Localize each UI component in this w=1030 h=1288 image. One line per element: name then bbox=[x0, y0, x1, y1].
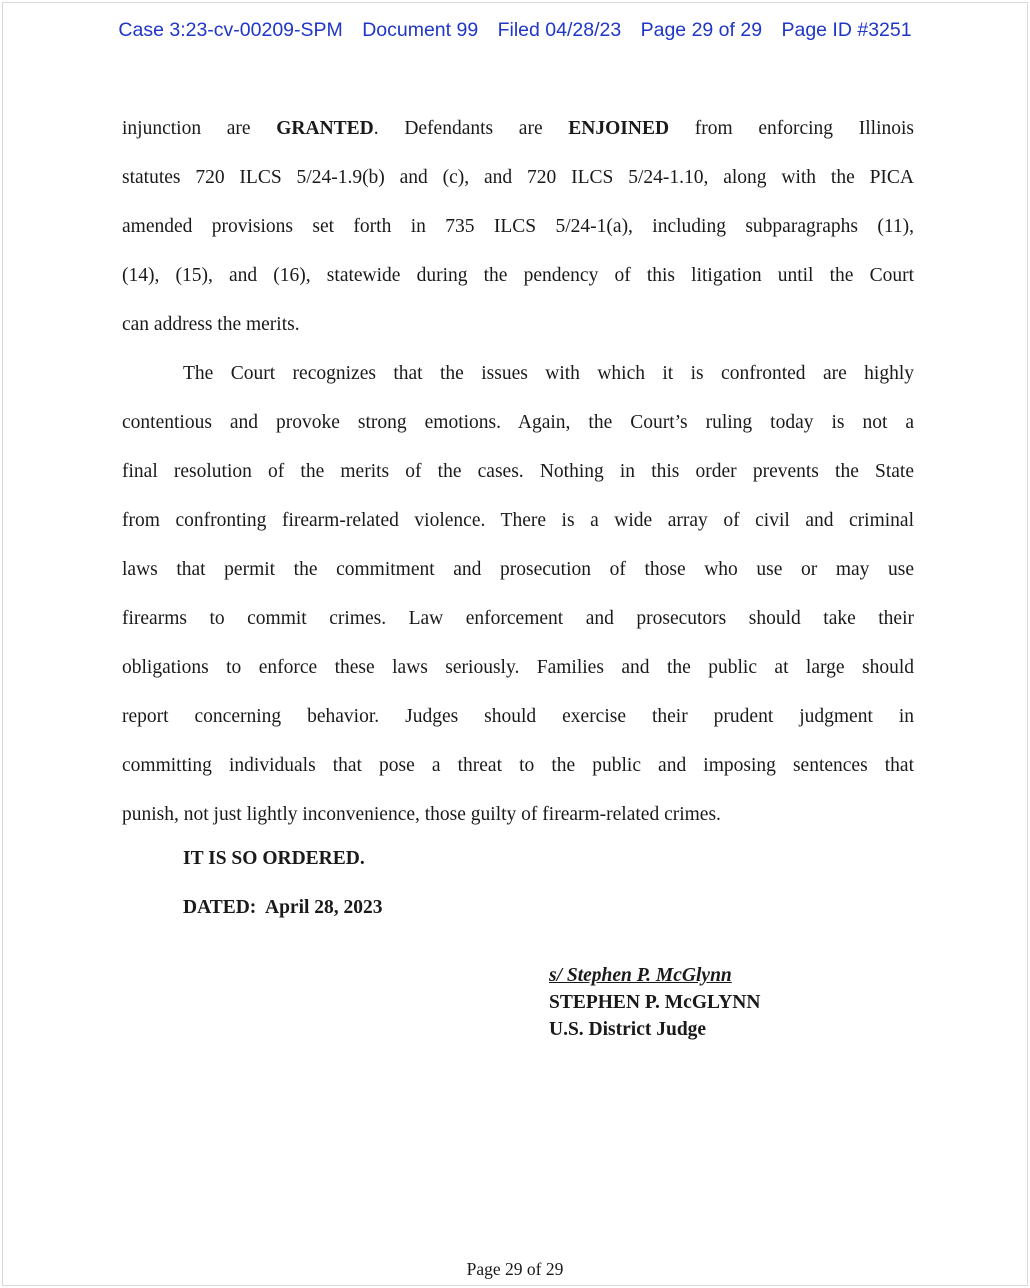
electronic-signature: s/ Stephen P. McGlynn bbox=[549, 965, 732, 986]
judge-name: STEPHEN P. McGLYNN bbox=[549, 992, 761, 1013]
so-ordered-line: IT IS SO ORDERED. bbox=[183, 848, 365, 869]
paragraph-line bbox=[122, 104, 914, 153]
paragraph-line: final resolution of the merits of the cases. Nothing in this order prevents the State bbox=[122, 461, 914, 482]
granted-term: GRANTED bbox=[276, 118, 374, 139]
paragraph-line: committing individuals that pose a threat to the public and imposing sentences that bbox=[122, 755, 914, 776]
paragraph-line: laws that permit the commitment and prosecution of those who use or may use bbox=[122, 559, 914, 580]
header-filed-date: Filed 04/28/23 bbox=[497, 19, 622, 41]
paragraph-line: obligations to enforce these laws seriously. Families and the public at large should bbox=[122, 657, 914, 678]
header-document-number: Document 99 bbox=[362, 19, 479, 41]
dated-label: DATED: bbox=[183, 897, 257, 918]
paragraph-line: punish, not just lightly inconvenience, those guilty of firearm-related crimes. bbox=[122, 804, 721, 825]
header-case-number: Case 3:23-cv-00209-SPM bbox=[118, 19, 343, 41]
page-footer: Page 29 of 29 bbox=[466, 1259, 564, 1279]
paragraph-line: from confronting firearm-related violence. There is a wide array of civil and criminal bbox=[122, 510, 914, 531]
enjoined-term: ENJOINED bbox=[568, 118, 670, 139]
paragraph-line: firearms to commit crimes. Law enforcement and prosecutors should take their bbox=[122, 608, 914, 629]
paragraph-line: statutes 720 ILCS 5/24-1.9(b) and (c), and 720 ILCS 5/24-1.10, along with the PICA bbox=[122, 167, 914, 188]
line-text: from enforcing Illinois bbox=[669, 118, 914, 139]
line-text: injunction are bbox=[122, 118, 277, 139]
signature-block bbox=[549, 962, 760, 1043]
filing-header bbox=[0, 19, 1030, 42]
paragraph-line: contentious and provoke strong emotions. Again, the Court’s ruling today is not a bbox=[122, 412, 914, 433]
dated-value: April 28, 2023 bbox=[265, 897, 383, 918]
paragraph-line: can address the merits. bbox=[122, 314, 300, 335]
paragraph-line: The Court recognizes that the issues with which it is confronted are highly bbox=[183, 363, 914, 384]
judge-title: U.S. District Judge bbox=[549, 1019, 707, 1040]
line-text: . Defendants are bbox=[373, 118, 569, 139]
paragraph-line: (14), (15), and (16), statewide during the pendency of this litigation until the Court bbox=[122, 265, 914, 286]
header-page-count: Page 29 of 29 bbox=[640, 19, 763, 41]
injunction-paragraph bbox=[122, 104, 914, 349]
court-recognition-paragraph bbox=[122, 349, 914, 839]
paragraph-line: report concerning behavior. Judges should exercise their prudent judgment in bbox=[122, 706, 914, 727]
header-page-id: Page ID #3251 bbox=[781, 19, 912, 41]
paragraph-line: amended provisions set forth in 735 ILCS 5/24-1(a), including subparagraphs (11), bbox=[122, 216, 914, 237]
dated-line bbox=[183, 897, 383, 919]
